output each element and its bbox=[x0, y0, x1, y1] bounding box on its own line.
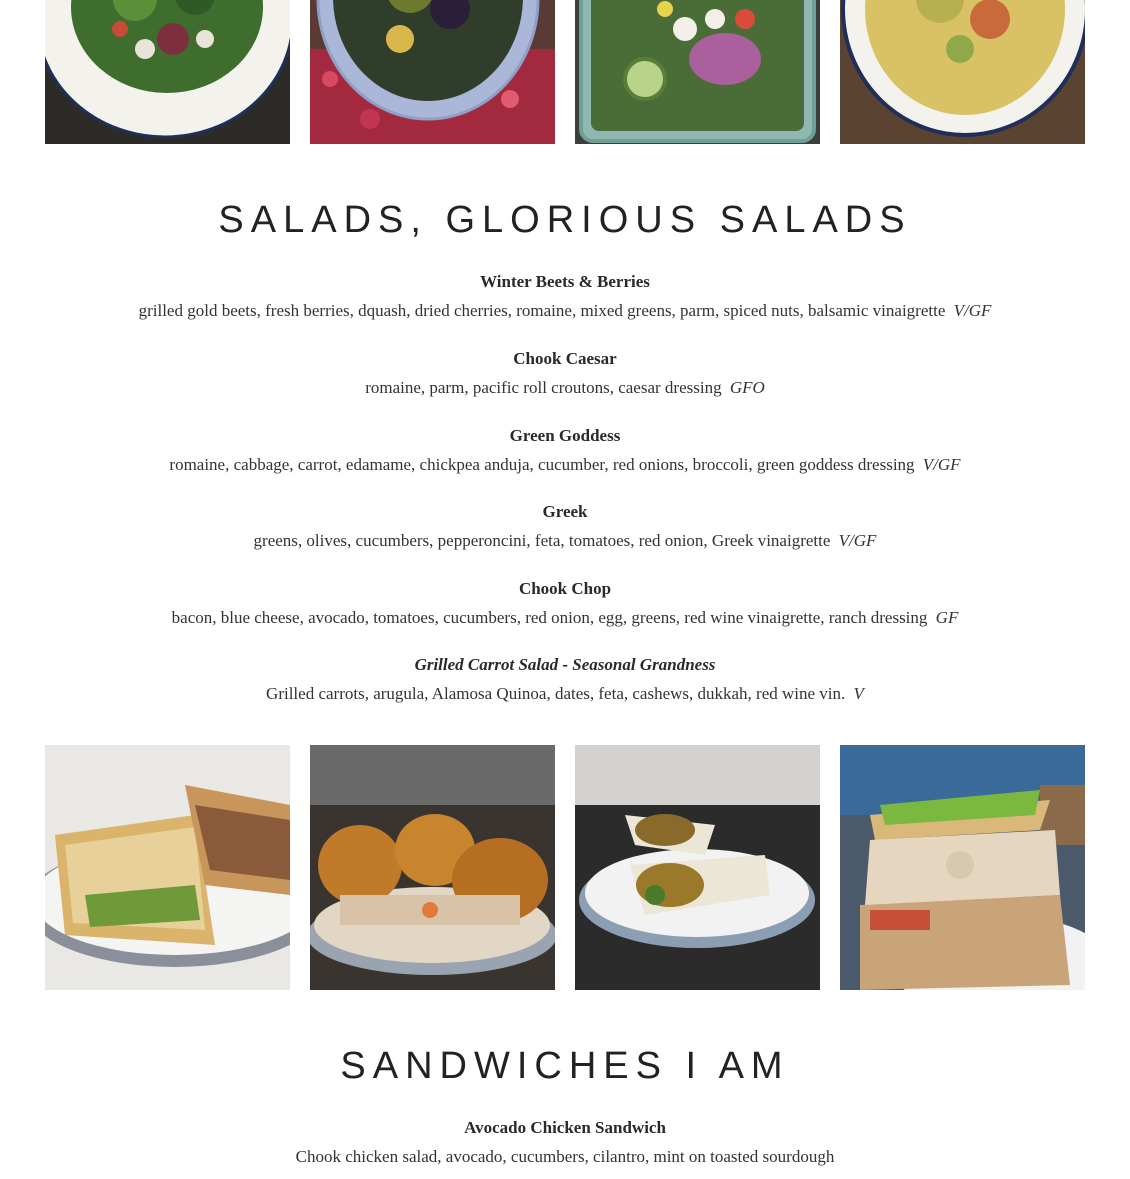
item-name: Greek bbox=[542, 502, 588, 521]
salad-photo bbox=[575, 0, 820, 144]
sandwich-photo bbox=[840, 745, 1085, 990]
item-description-text: romaine, cabbage, carrot, edamame, chickpea anduja, cucumber, red onions, broccoli, green goddess dressing bbox=[169, 455, 915, 474]
sandwich-photo-row bbox=[45, 745, 1085, 990]
item-description bbox=[0, 607, 1130, 629]
item-name: Chook Chop bbox=[518, 579, 612, 598]
item-description bbox=[0, 300, 1130, 322]
dietary-tag: V bbox=[853, 684, 864, 703]
dietary-tag: GFO bbox=[729, 378, 765, 397]
menu-item bbox=[0, 1117, 1130, 1168]
salad-photo bbox=[310, 0, 555, 144]
item-description-text: greens, olives, cucumbers, pepperoncini, feta, tomatoes, red onion, Greek vinaigrette bbox=[253, 531, 831, 550]
item-description-text: bacon, blue cheese, avocado, tomatoes, cucumbers, red onion, egg, greens, red wine vinaigrette, ranch dressing bbox=[171, 608, 928, 627]
sliders-photo bbox=[310, 745, 555, 990]
menu-item bbox=[0, 425, 1130, 476]
menu-item bbox=[0, 501, 1130, 552]
menu-item bbox=[0, 578, 1130, 629]
item-name: Winter Beets & Berries bbox=[480, 272, 650, 291]
sandwiches-section-title: SANDWICHES I AM bbox=[340, 1045, 790, 1087]
dietary-tag: V/GF bbox=[922, 455, 961, 474]
item-description bbox=[0, 454, 1130, 476]
salads-section-title: SALADS, GLORIOUS SALADS bbox=[218, 199, 912, 241]
item-description: Chook chicken salad, avocado, cucumbers, cilantro, mint on toasted sourdough bbox=[295, 1147, 835, 1166]
sandwich-photo bbox=[45, 745, 290, 990]
menu-item bbox=[0, 348, 1130, 399]
dietary-tag: GF bbox=[935, 608, 959, 627]
item-description bbox=[0, 683, 1130, 705]
item-name: Green Goddess bbox=[509, 426, 621, 445]
wrap-photo bbox=[575, 745, 820, 990]
salad-photo bbox=[45, 0, 290, 144]
salad-photo-row bbox=[45, 0, 1085, 144]
dietary-tag: V/GF bbox=[838, 531, 877, 550]
item-description-text: romaine, parm, pacific roll croutons, caesar dressing bbox=[365, 378, 722, 397]
dietary-tag: V/GF bbox=[953, 301, 992, 320]
menu-item bbox=[0, 654, 1130, 705]
item-description bbox=[0, 377, 1130, 399]
item-name: Avocado Chicken Sandwich bbox=[464, 1118, 666, 1137]
item-description-text: grilled gold beets, fresh berries, dquash, dried cherries, romaine, mixed greens, parm, spiced nuts, balsamic vinaigrette bbox=[138, 301, 946, 320]
item-description-text: Grilled carrots, arugula, Alamosa Quinoa, dates, feta, cashews, dukkah, red wine vin. bbox=[266, 684, 846, 703]
item-name: Chook Caesar bbox=[513, 349, 617, 368]
menu-item bbox=[0, 271, 1130, 322]
item-description bbox=[0, 530, 1130, 552]
item-name: Grilled Carrot Salad - Seasonal Grandness bbox=[414, 655, 716, 674]
salad-photo bbox=[840, 0, 1085, 144]
